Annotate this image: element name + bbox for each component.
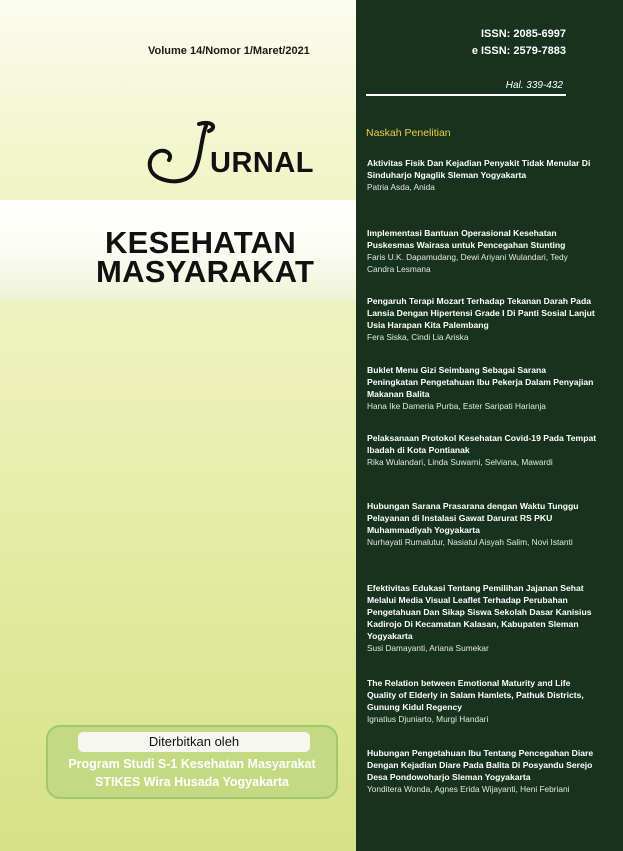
- article-authors: Fera Siska, Cindi Lia Ariska: [367, 332, 469, 342]
- article-title: Hubungan Pengetahuan Ibu Tentang Pencegahan Diare Dengan Kejadian Diare Pada Balita Di Posyandu Serejo Desa Pondowoharjo Sleman Yogyakarta: [367, 748, 594, 782]
- article-title: Hubungan Sarana Prasarana dengan Waktu Tunggu Pelayanan di Instalasi Gawat Darurat RS PKU Muhammadiyah Yogyakarta: [367, 501, 579, 535]
- article-entry: [367, 677, 597, 725]
- article-authors: Rika Wulandari, Linda Suwarni, Selviana, Mawardi: [367, 457, 553, 467]
- article-entry: [367, 500, 597, 548]
- article-title: Pelaksanaan Protokol Kesehatan Covid-19 Pada Tempat Ibadah di Kota Pontianak: [367, 433, 597, 455]
- article-authors: Ignatius Djuniarto, Murgi Handari: [367, 714, 489, 724]
- article-entry: [367, 747, 597, 795]
- title-line-2: MASYARAKAT: [96, 254, 315, 289]
- article-title: Efektivitas Edukasi Tentang Pemilihan Jajanan Sehat Melalui Media Visual Leaflet Terhadap Perubahan Pengetahuan Dan Sikap Siswa Sekolah Dasar Kanisius Kadirojo Di Kecamatan Kalasan, Kabupaten Sleman Yogyakarta: [367, 583, 592, 641]
- publisher-program: Program Studi S-1 Kesehatan Masyarakat: [68, 757, 316, 771]
- publisher-institution: STIKES Wira Husada Yogyakarta: [95, 775, 289, 789]
- article-entry: [367, 432, 597, 468]
- section-heading: Naskah Penelitian: [366, 127, 451, 139]
- article-authors: Faris U.K. Dapamudang, Dewi Ariyani Wulandari, Tedy Candra Lesmana: [367, 252, 568, 274]
- article-title: Aktivitas Fisik Dan Kejadian Penyakit Tidak Menular Di Sinduharjo Ngaglik Sleman Yogyakarta: [367, 158, 591, 180]
- article-title: The Relation between Emotional Maturity and Life Quality of Elderly in Salam Hamlets, Pathuk Districts, Gunung Kidul Regency: [367, 678, 584, 712]
- publisher-box: [46, 725, 338, 799]
- volume-info: Volume 14/Nomor 1/Maret/2021: [148, 45, 310, 57]
- article-entry: [367, 227, 597, 275]
- article-entry: [367, 295, 597, 343]
- publisher-label: Diterbitkan oleh: [78, 732, 310, 752]
- article-title: Buklet Menu Gizi Seimbang Sebagai Sarana Peningkatan Pengetahuan Ibu Pekerja Dalam Penyajian Makanan Balita: [367, 365, 594, 399]
- page-range: Hal. 339-432: [505, 80, 563, 91]
- article-title: Implementasi Bantuan Operasional Kesehatan Puskesmas Wairasa untuk Pencegahan Stunting: [367, 228, 566, 250]
- article-title: Pengaruh Terapi Mozart Terhadap Tekanan Darah Pada Lansia Dengan Hipertensi Grade I Di Panti Sosial Lanjut Usia Harapan Kita Palembang: [367, 296, 595, 330]
- article-authors: Nurhayati Rumalutur, Nasiatul Aisyah Salim, Novi Istanti: [367, 537, 573, 547]
- article-entry: [367, 582, 597, 654]
- article-authors: Hana Ike Dameria Purba, Ester Saripati Harianja: [367, 401, 546, 411]
- e-issn: e ISSN: 2579-7883: [471, 45, 566, 57]
- title-line-1: KESEHATAN: [105, 225, 297, 260]
- issn: ISSN: 2085-6997: [481, 28, 566, 40]
- article-entry: [367, 157, 597, 193]
- article-authors: Susi Damayanti, Ariana Sumekar: [367, 643, 489, 653]
- article-authors: Patria Asda, Anida: [367, 182, 435, 192]
- journal-word: URNAL: [210, 147, 314, 179]
- divider-line: [366, 94, 566, 96]
- article-entry: [367, 364, 597, 412]
- article-authors: Yonditera Wonda, Agnes Erida Wijayanti, Heni Febriani: [367, 784, 570, 794]
